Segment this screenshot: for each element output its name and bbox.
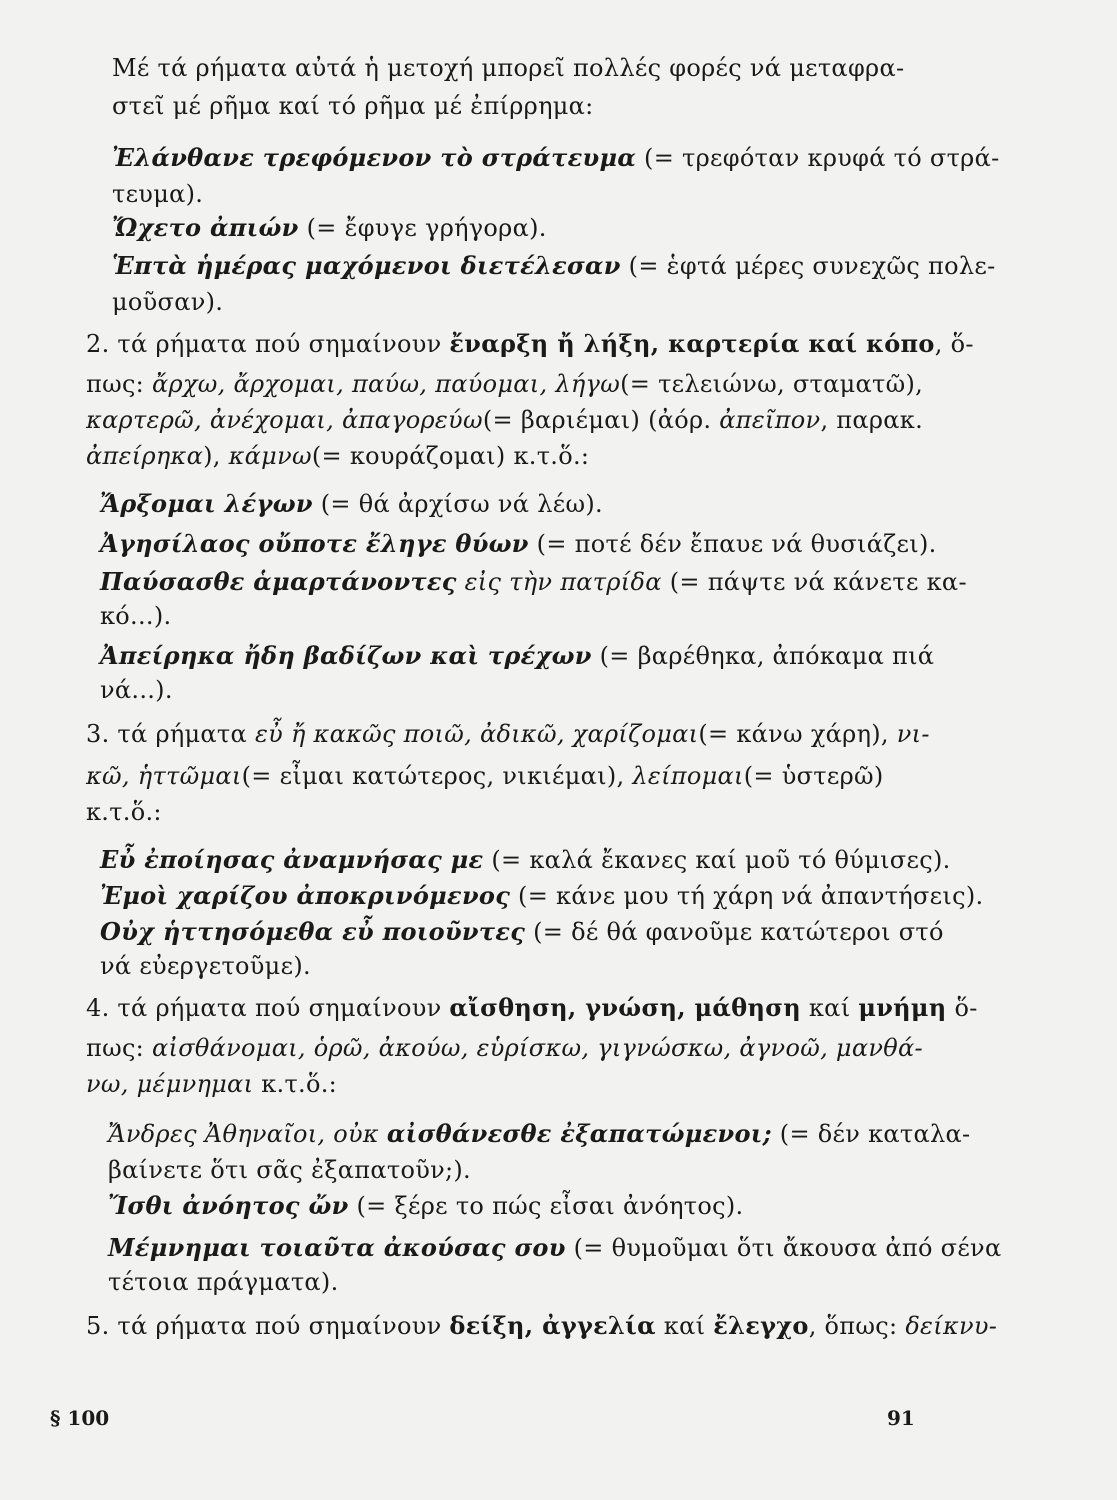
example-line: βαίνετε ὅτι σᾶς ἐξαπατοῦν;). bbox=[108, 1156, 471, 1184]
example-line: νά εὐεργετοῦμε). bbox=[100, 952, 311, 980]
text-line: κ.τ.ὅ.: bbox=[86, 798, 162, 826]
example-line: Ἀπείρηκα ἤδη βαδίζων καὶ τρέχων (= βαρέθηκα, ἀπόκαμα πιά bbox=[100, 641, 935, 670]
example-line: νά...). bbox=[100, 676, 173, 704]
example-line: Ἐλάνθανε τρεφόμενον τὸ στράτευμα (= τρεφόταν κρυφά τό στρά- bbox=[112, 143, 1000, 172]
example-line: Μέμνημαι τοιαῦτα ἀκούσας σου (= θυμοῦμαι ὅτι ἄκουσα ἀπό σένα bbox=[108, 1233, 1002, 1262]
example-line: κό...). bbox=[100, 602, 172, 630]
example-line: Οὐχ ἡττησόμεθα εὖ ποιοῦντες (= δέ θά φανοῦμε κατώτεροι στό bbox=[100, 917, 944, 946]
section-reference: § 100 bbox=[50, 1406, 110, 1430]
example-line: μοῦσαν). bbox=[112, 288, 224, 316]
example-line: Ἐμοὶ χαρίζου ἀποκρινόμενος (= κάνε μου τή χάρη νά ἀπαντήσεις). bbox=[100, 881, 984, 910]
text-line: κῶ, ἡττῶμαι(= εἶμαι κατώτερος, νικιέμαι), λείπομαι(= ὑστερῶ) bbox=[86, 762, 884, 790]
text-line: πως: αἰσθάνομαι, ὁρῶ, ἀκούω, εὑρίσκω, γιγνώσκω, ἀγνοῶ, μανθά- bbox=[86, 1034, 923, 1062]
text-line: 3. τά ρήματα εὖ ἤ κακῶς ποιῶ, ἀδικῶ, χαρίζομαι(= κάνω χάρη), νι- bbox=[86, 720, 930, 748]
text-line: νω, μέμνημαι κ.τ.ὅ.: bbox=[86, 1070, 338, 1098]
example-line: Ὤχετο ἀπιών (= ἔφυγε γρήγορα). bbox=[112, 213, 547, 242]
text-line: 4. τά ρήματα πού σημαίνουν αἴσθηση, γνώση, μάθηση καί μνήμη ὅ- bbox=[86, 993, 978, 1022]
example-line: τέτοια πράγματα). bbox=[108, 1268, 339, 1296]
example-line: Ἑπτὰ ἡμέρας μαχόμενοι διετέλεσαν (= ἑφτά μέρες συνεχῶς πολε- bbox=[112, 251, 996, 280]
example-line: Ἄνδρες Ἀθηναῖοι, οὐκ αἰσθάνεσθε ἐξαπατώμενοι; (= δέν καταλα- bbox=[108, 1119, 971, 1148]
text-line: 5. τά ρήματα πού σημαίνουν δείξη, ἀγγελία καί ἔλεγχο, ὅπως: δείκνυ- bbox=[86, 1311, 998, 1340]
text-line: Μέ τά ρήματα αὐτά ἡ μετοχή μπορεῖ πολλές φορές νά μεταφρα- bbox=[112, 54, 905, 82]
text-line: ἀπείρηκα), κάμνω(= κουράζομαι) κ.τ.ὅ.: bbox=[86, 442, 590, 470]
text-line: πως: ἄρχω, ἄρχομαι, παύω, παύομαι, λήγω(= τελειώνω, σταματῶ), bbox=[86, 370, 924, 398]
example-line: Παύσασθε ἁμαρτάνοντες εἰς τὴν πατρίδα (= πάψτε νά κάνετε κα- bbox=[100, 567, 967, 596]
text-line: 2. τά ρήματα πού σημαίνουν ἔναρξη ἤ λήξη, καρτερία καί κόπο, ὅ- bbox=[86, 329, 974, 358]
example-line: Ἴσθι ἀνόητος ὤν (= ξέρε το πώς εἶσαι ἀνόητος). bbox=[108, 1191, 744, 1220]
example-line: Ἀγησίλαος οὔποτε ἔληγε θύων (= ποτέ δέν ἔπαυε νά θυσιάζει). bbox=[100, 529, 937, 558]
text-line: καρτερῶ, ἀνέχομαι, ἀπαγορεύω(= βαριέμαι) (ἀόρ. ἀπεῖπον, παρακ. bbox=[86, 406, 924, 434]
page-number: 91 bbox=[887, 1406, 915, 1430]
text-line: στεῖ μέ ρῆμα καί τό ρῆμα μέ ἐπίρρημα: bbox=[112, 92, 594, 120]
example-line: Εὖ ἐποίησας ἀναμνήσας με (= καλά ἔκανες καί μοῦ τό θύμισες). bbox=[100, 845, 951, 874]
example-line: Ἄρξομαι λέγων (= θά ἀρχίσω νά λέω). bbox=[100, 489, 603, 518]
example-line: τευμα). bbox=[112, 180, 204, 208]
